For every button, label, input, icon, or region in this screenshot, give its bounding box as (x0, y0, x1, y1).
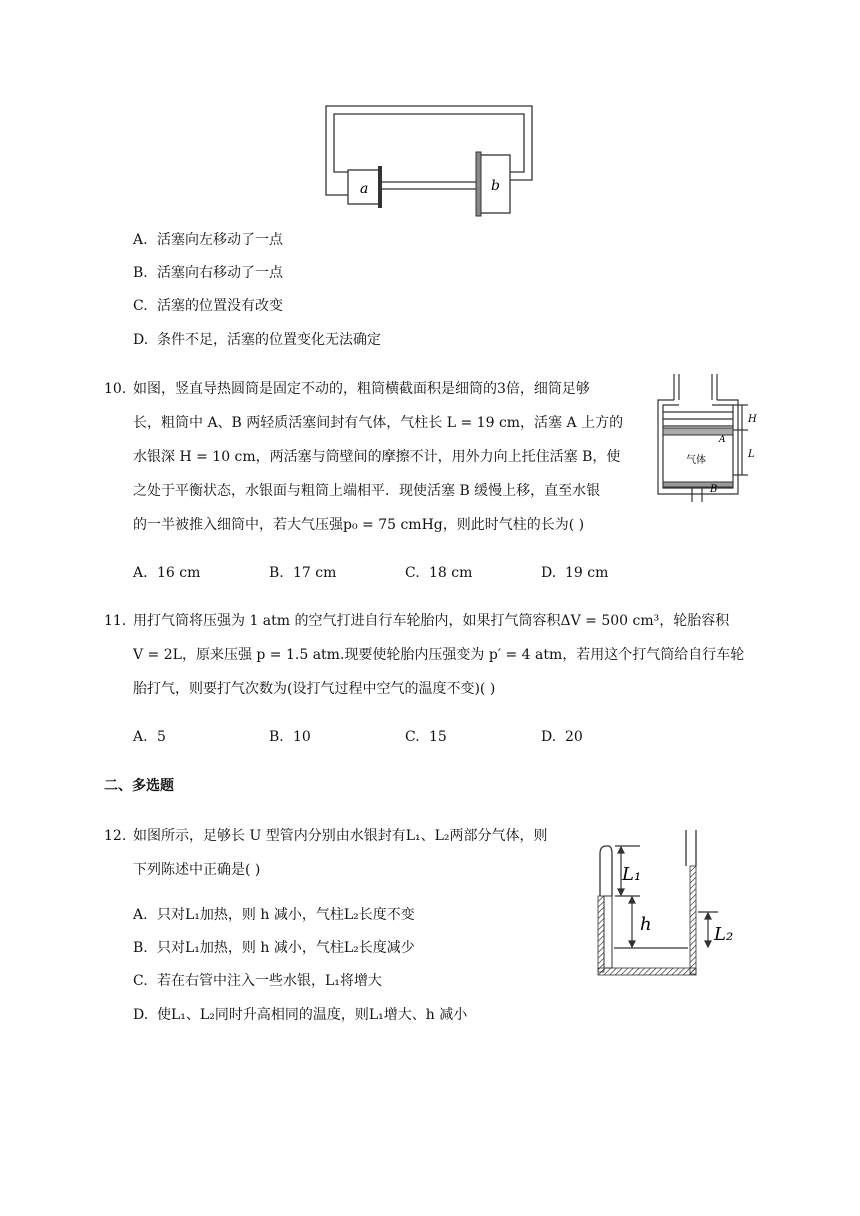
q10-number: 10. (104, 381, 127, 397)
label-gas: 气体 (686, 455, 706, 466)
q11-line-1: 用打气筒将压强为 1 atm 的空气打进自行车轮胎内，如果打气筒容积ΔV = 500 cm³，轮胎容积 (133, 613, 730, 629)
label-L: L (748, 449, 755, 460)
q12-option-a: A. 只对L₁加热，则 h 减小，气柱L₂长度不变 (133, 907, 415, 923)
label-L1: L₁ (622, 864, 642, 885)
piston-b (476, 152, 481, 216)
q12-option-d: D. 使L₁、L₂同时升高相同的温度，则L₁增大、h 减小 (133, 1007, 468, 1023)
q10-figure (652, 370, 762, 505)
q10-line-2: 长，粗筒中 A、B 两轻质活塞间封有气体，气柱长 L = 19 cm，活塞 A 上方的 (133, 415, 624, 431)
section-title-multiple-choice: 二、多选题 (104, 778, 174, 794)
q9-option-d: D. 条件不足，活塞的位置变化无法确定 (133, 332, 381, 348)
piston-a (378, 166, 382, 208)
q12-line-1: 如图所示，足够长 U 型管内分别由水银封有L₁、L₂两部分气体，则 (133, 828, 548, 844)
label-L2: L₂ (714, 924, 734, 945)
label-B: B (710, 484, 718, 495)
label-b: b (491, 178, 500, 194)
q10-line-1: 如图，竖直导热圆筒是固定不动的，粗筒横截面积是细筒的3倍，细筒足够 (133, 381, 590, 397)
q10-option-c: C. 18 cm (405, 565, 473, 581)
label-h: h (640, 914, 652, 935)
q12-figure (594, 826, 764, 981)
label-a: a (360, 181, 369, 197)
q12-line-2: 下列陈述中正确是( ) (133, 862, 261, 878)
q11-option-b: B. 10 (269, 729, 311, 745)
q9-figure (320, 100, 540, 220)
q12-option-c: C. 若在右管中注入一些水银，L₁将增大 (133, 973, 382, 989)
label-A: A (719, 435, 726, 445)
q9-option-c: C. 活塞的位置没有改变 (133, 298, 283, 314)
q11-option-c: C. 15 (405, 729, 447, 745)
q10-line-3: 水银深 H = 10 cm，两活塞与筒壁间的摩擦不计，用外力向上托住活塞 B，使 (133, 449, 621, 465)
q9-option-b: B. 活塞向右移动了一点 (133, 265, 283, 281)
q11-line-3: 胎打气，则要打气次数为(设打气过程中空气的温度不变)( ) (133, 681, 496, 697)
q10-option-b: B. 17 cm (269, 565, 337, 581)
q11-option-d: D. 20 (541, 729, 583, 745)
q11-line-2: V = 2L，原来压强 p = 1.5 atm.现要使轮胎内压强变为 p′ = 4 atm，若用这个打气筒给自行车轮 (133, 647, 745, 663)
q12-option-b: B. 只对L₁加热，则 h 减小，气柱L₂长度减少 (133, 940, 415, 956)
label-H: H (748, 414, 757, 425)
q10-line-5: 的一半被推入细筒中，若大气压强p₀ = 75 cmHg，则此时气柱的长为( ) (133, 517, 585, 533)
q11-option-a: A. 5 (133, 729, 166, 745)
q10-option-d: D. 19 cm (541, 565, 609, 581)
q11-number: 11. (104, 613, 127, 629)
q10-option-a: A. 16 cm (133, 565, 201, 581)
q9-option-a: A. 活塞向左移动了一点 (133, 232, 283, 248)
q12-number: 12. (104, 828, 127, 844)
q10-line-4: 之处于平衡状态，水银面与粗筒上端相平．现使活塞 B 缓慢上移，直至水银 (133, 483, 601, 499)
